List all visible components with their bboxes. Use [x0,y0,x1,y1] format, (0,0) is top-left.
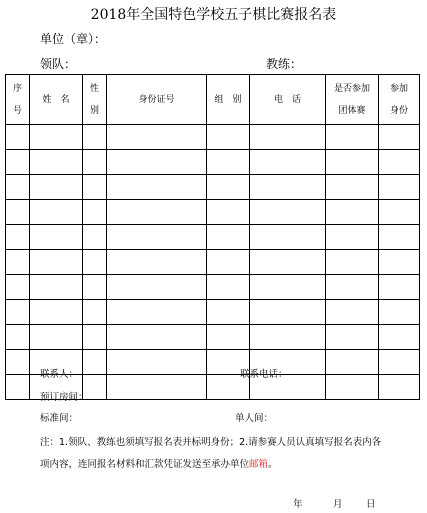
column-header [83,75,107,125]
table-cell[interactable] [379,200,420,225]
note-email-highlight: 邮箱 [249,459,269,470]
table-header-row [6,75,420,125]
booking-label: 预订房间： [40,392,88,403]
table-cell[interactable] [107,375,207,400]
column-header [326,75,379,125]
table-cell[interactable] [250,325,326,350]
standard-room-label: 标准间： [40,413,79,424]
table-cell[interactable] [83,125,107,150]
table-cell[interactable] [207,150,250,175]
table-cell[interactable] [326,125,379,150]
table-row [6,225,420,250]
table-cell[interactable] [83,300,107,325]
table-cell[interactable] [6,325,30,350]
table-cell[interactable] [30,175,83,200]
table-cell[interactable] [326,375,379,400]
leader-label: 领队： [40,57,77,71]
table-cell[interactable] [107,200,207,225]
table-cell[interactable] [379,350,420,375]
table-cell[interactable] [83,275,107,300]
column-header [30,75,83,125]
table-cell[interactable] [207,275,250,300]
table-cell[interactable] [379,325,420,350]
table-cell[interactable] [107,175,207,200]
table-cell[interactable] [107,275,207,300]
table-cell[interactable] [379,250,420,275]
table-cell[interactable] [83,175,107,200]
table-cell[interactable] [83,200,107,225]
table-cell[interactable] [250,200,326,225]
table-cell[interactable] [30,275,83,300]
table-cell[interactable] [6,225,30,250]
table-cell[interactable] [379,275,420,300]
table-cell[interactable] [107,125,207,150]
column-header-line1: 性 [89,83,99,94]
table-cell[interactable] [250,300,326,325]
column-header [6,75,30,125]
table-cell[interactable] [326,250,379,275]
table-cell[interactable] [326,350,379,375]
unit-label: 单位（章）： [40,32,107,46]
coach-label: 教练： [266,57,303,71]
column-header [107,75,207,125]
table-cell[interactable] [207,175,250,200]
table-row [6,325,420,350]
form-title: 2018年全国特色学校五子棋比赛报名表 [90,7,337,23]
table-cell[interactable] [250,275,326,300]
column-header-line2: 团体赛 [338,105,366,116]
table-cell[interactable] [379,300,420,325]
column-header-line2: 身份 [389,105,408,116]
date-month: 月 [333,499,343,510]
table-row [6,125,420,150]
table-cell[interactable] [379,375,420,400]
table-cell[interactable] [6,275,30,300]
table-cell[interactable] [326,150,379,175]
table-cell[interactable] [30,300,83,325]
table-row [6,300,420,325]
table-cell[interactable] [379,150,420,175]
table-cell[interactable] [326,275,379,300]
table-body [6,125,420,400]
table-cell[interactable] [6,150,30,175]
table-cell[interactable] [326,200,379,225]
column-header-line1: 电 话 [273,94,301,105]
table-cell[interactable] [83,325,107,350]
table-cell[interactable] [107,300,207,325]
column-header-line1: 序 [12,83,22,94]
table-cell[interactable] [83,225,107,250]
note-text [40,432,390,476]
contact-phone-label: 联系电话： [240,369,288,380]
column-header-line2: 号 [12,105,22,116]
table-cell[interactable] [6,200,30,225]
table-cell[interactable] [107,325,207,350]
column-header-line1: 组 别 [214,94,242,105]
table-cell[interactable] [6,300,30,325]
date-day: 日 [366,499,376,510]
table-row [6,250,420,275]
table-cell[interactable] [250,225,326,250]
table-cell[interactable] [30,125,83,150]
table-cell[interactable] [207,250,250,275]
table-cell[interactable] [30,200,83,225]
table-cell[interactable] [30,325,83,350]
column-header [379,75,420,125]
table-row [6,200,420,225]
date-year: 年 [293,499,303,510]
table-cell[interactable] [6,125,30,150]
note-end: 。 [268,459,278,470]
table-cell[interactable] [107,250,207,275]
table-cell[interactable] [326,175,379,200]
table-cell[interactable] [30,150,83,175]
column-header-line1: 身份证号 [138,94,175,105]
table-cell[interactable] [6,250,30,275]
column-header [250,75,326,125]
table-cell[interactable] [30,250,83,275]
table-cell[interactable] [6,350,30,375]
table-cell[interactable] [379,225,420,250]
table-cell[interactable] [207,125,250,150]
single-room-label: 单人间： [235,413,274,424]
column-header-line1: 姓 名 [42,94,70,105]
table-row [6,150,420,175]
registration-table [5,74,420,400]
table-cell[interactable] [326,225,379,250]
column-header-line1: 是否参加 [333,83,370,94]
table-cell[interactable] [250,250,326,275]
table-cell[interactable] [207,325,250,350]
table-cell[interactable] [207,200,250,225]
table-cell[interactable] [30,225,83,250]
table-cell[interactable] [379,175,420,200]
column-header-line2: 别 [89,105,99,116]
table-row [6,275,420,300]
table-cell[interactable] [83,350,107,375]
column-header [207,75,250,125]
table-cell[interactable] [326,300,379,325]
table-cell[interactable] [107,150,207,175]
column-header-line1: 参加 [389,83,408,94]
table-cell[interactable] [250,150,326,175]
table-cell[interactable] [207,300,250,325]
table-cell[interactable] [250,125,326,150]
table-cell[interactable] [83,150,107,175]
table-cell[interactable] [326,325,379,350]
table-cell[interactable] [83,250,107,275]
table-cell[interactable] [6,175,30,200]
table-cell[interactable] [6,375,30,400]
note-body: 注：1.领队、教练也须填写报名表并标明身份；2.请参赛人员认真填写报名表内各项内容，连同报名材料和汇款凭证发送至承办单位 [40,437,382,470]
contact-label: 联系人： [40,369,79,380]
table-cell[interactable] [250,175,326,200]
table-cell[interactable] [379,125,420,150]
table-cell[interactable] [207,225,250,250]
table-cell[interactable] [107,225,207,250]
table-cell[interactable] [107,350,207,375]
table-row [6,175,420,200]
